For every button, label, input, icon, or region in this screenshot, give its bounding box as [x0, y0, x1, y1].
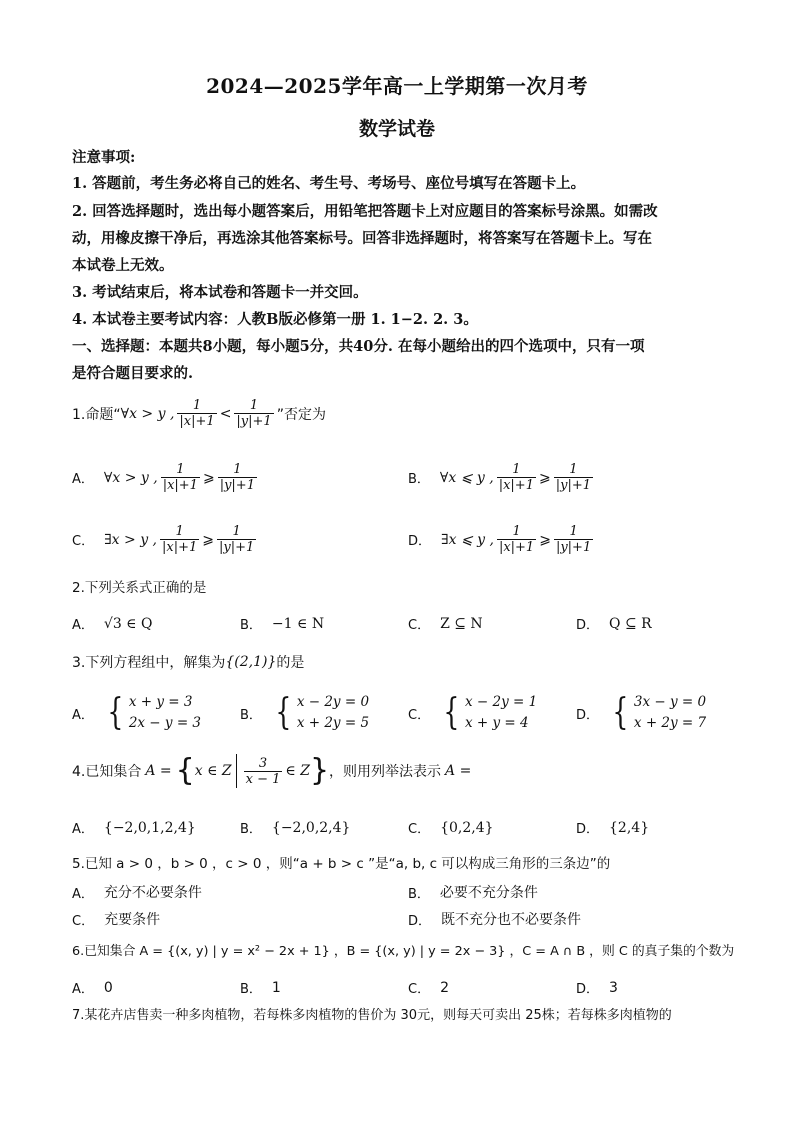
q3-option-c-system — [440, 692, 537, 734]
q6-option-c-label: C． — [408, 982, 431, 997]
q5-option-b[interactable] — [408, 882, 538, 902]
q1-a-num-x: 1 — [176, 462, 185, 477]
q3-option-b[interactable] — [240, 692, 369, 734]
q3-option-b-label: B． — [240, 707, 262, 723]
q4-option-a[interactable] — [72, 818, 196, 837]
brace-icon: { — [107, 692, 124, 733]
q3-option-a[interactable] — [72, 692, 201, 734]
q6-option-b[interactable] — [240, 978, 281, 997]
q3-d-eq1: 3x − y = 0 — [633, 694, 707, 710]
q3-option-a-label: A． — [72, 707, 94, 723]
q4-option-c[interactable] — [408, 818, 494, 837]
q1-option-d-frac-x — [497, 524, 536, 555]
q6-option-c-text: 2 — [440, 979, 449, 996]
q3-prefix: 3.下列方程组中，解集为 — [72, 655, 226, 671]
q1-d-den-x: |x|+1 — [498, 540, 535, 555]
question-2-stem: 2.下列关系式正确的是 — [72, 580, 207, 596]
q1-option-c[interactable] — [72, 524, 259, 555]
q1-lt: < — [219, 405, 232, 422]
q3-b-eq1: x − 2y = 0 — [296, 694, 370, 710]
q1-d-num-y: 1 — [569, 524, 578, 539]
q2-option-b-label: B． — [240, 618, 262, 633]
q1-option-b-rel: ⩾ — [538, 469, 551, 486]
q1-frac-y — [234, 398, 273, 429]
q1-condition: ∀x > y , — [120, 405, 175, 422]
q2-option-c-label: C． — [408, 618, 431, 633]
q1-option-b-frac-x — [497, 462, 536, 493]
q4-prefix: 4.已知集合 — [72, 764, 142, 780]
q5-option-d-text: 既不充分也不必要条件 — [441, 912, 582, 928]
q5-option-a[interactable] — [72, 882, 202, 902]
q1-c-num-x: 1 — [175, 524, 184, 539]
q3-a-eq1: x + y = 3 — [128, 694, 193, 710]
q4-option-b[interactable] — [240, 818, 350, 837]
q4-tail: A = — [445, 763, 472, 779]
q6-option-d[interactable] — [576, 978, 618, 997]
q5-option-c-label: C． — [72, 913, 95, 929]
q3-option-d[interactable] — [576, 692, 706, 734]
q1-b-num-x: 1 — [512, 462, 521, 477]
q1-suffix: ”否定为 — [276, 406, 326, 423]
q1-a-num-y: 1 — [233, 462, 242, 477]
question-1-stem — [72, 398, 326, 429]
q1-option-c-frac-x — [160, 524, 199, 555]
q1-frac-y-num: 1 — [249, 398, 259, 413]
q4-option-a-label: A． — [72, 822, 94, 837]
q1-option-a-rel: ⩾ — [202, 469, 215, 486]
q1-option-b-label: B． — [408, 472, 430, 487]
q1-option-a-label: A． — [72, 472, 94, 487]
question-7-stem: 7.某花卉店售卖一种多肉植物，若每株多肉植物的售价为 30元，则每天可卖出 25株；若每株多肉植物的 — [72, 1008, 672, 1023]
q1-c-num-y: 1 — [232, 524, 241, 539]
q1-option-a-frac-y — [218, 462, 257, 493]
q2-option-c-text: Z ⊆ N — [440, 615, 483, 632]
notes-item-2: 2. 回答选择题时，选出每小题答案后，用铅笔把答题卡上对应题目的答案标号涂黑。如需改 — [72, 203, 658, 220]
q1-option-d-quant: ∃x ⩽ y , — [441, 531, 494, 548]
q1-d-den-y: |y|+1 — [555, 540, 592, 555]
q6-option-c[interactable] — [408, 978, 449, 997]
q6-option-b-label: B． — [240, 982, 262, 997]
q3-b-eq2: x + 2y = 5 — [296, 715, 370, 731]
q1-frac-x-den: |x|+1 — [179, 414, 215, 429]
q1-d-num-x: 1 — [512, 524, 521, 539]
notes-item-2-end: 本试卷上无效。 — [72, 257, 174, 274]
q1-option-c-quant: ∃x > y , — [104, 531, 158, 548]
q3-suffix: 的是 — [276, 655, 305, 671]
q1-frac-y-den: |y|+1 — [236, 414, 272, 429]
q6-option-b-text: 1 — [271, 979, 281, 996]
question-4-stem — [72, 754, 471, 788]
q1-a-den-y: |y|+1 — [219, 478, 255, 493]
q1-b-num-y: 1 — [569, 462, 578, 477]
q1-option-b-quant: ∀x ⩽ y , — [439, 469, 494, 486]
q1-b-den-y: |y|+1 — [555, 478, 591, 493]
q1-prefix: 1.命题“ — [72, 406, 121, 423]
q1-b-den-x: |x|+1 — [498, 478, 534, 493]
q4-frac-num: 3 — [258, 755, 268, 771]
q2-option-c[interactable] — [408, 614, 483, 633]
q2-option-d-text: Q ⊆ R — [609, 615, 652, 632]
left-brace-icon: { — [175, 753, 195, 788]
q3-c-eq2: x + y = 4 — [464, 715, 529, 731]
q4-option-b-label: B． — [240, 822, 262, 837]
q5-option-c[interactable] — [72, 909, 160, 929]
q6-option-a-label: A． — [72, 982, 94, 997]
q3-option-b-system — [272, 692, 369, 734]
q6-option-a-text: 0 — [103, 979, 113, 996]
notes-item-4: 4. 本试卷主要考试内容：人教B版必修第一册 1. 1−2. 2. 3。 — [72, 311, 478, 328]
q1-option-a-frac-x — [161, 462, 200, 493]
q2-option-b[interactable] — [240, 614, 324, 633]
q1-option-d[interactable] — [408, 524, 596, 555]
q1-option-d-label: D． — [408, 534, 432, 549]
q2-option-b-text: −1 ∈ N — [271, 615, 325, 632]
set-divider — [236, 754, 237, 788]
q5-option-b-label: B． — [408, 886, 430, 902]
q3-a-eq2: 2x − y = 3 — [128, 715, 202, 731]
brace-icon: { — [612, 692, 629, 733]
notes-heading: 注意事项: — [72, 149, 136, 166]
section-heading-line1: 一、选择题：本题共8小题，每小题5分，共40分. 在每小题给出的四个选项中，只有一项 — [72, 338, 645, 355]
q1-option-c-rel: ⩾ — [202, 531, 215, 548]
q3-c-eq1: x − 2y = 1 — [464, 694, 538, 710]
q5-option-b-text: 必要不充分条件 — [439, 885, 538, 901]
q4-set-elem: x ∈ Z — [194, 763, 232, 779]
q1-frac-x — [177, 398, 216, 429]
q1-c-den-x: |x|+1 — [162, 540, 198, 555]
exam-title: 2024—2025学年高一上学期第一次月考 — [206, 74, 588, 98]
q4-set-lhs: A = — [145, 763, 172, 779]
q1-option-c-frac-y — [217, 524, 256, 555]
q2-option-d[interactable] — [576, 614, 652, 633]
q3-option-a-system — [104, 692, 201, 734]
q2-option-a[interactable] — [72, 614, 152, 633]
q4-frac-den: x − 1 — [245, 771, 281, 787]
q1-option-a[interactable] — [72, 462, 260, 493]
q5-option-a-label: A． — [72, 886, 94, 902]
q1-option-a-quant: ∀x > y , — [103, 469, 158, 486]
q3-option-c[interactable] — [408, 692, 537, 734]
q1-a-den-x: |x|+1 — [162, 478, 198, 493]
q4-option-c-text: {0,2,4} — [440, 819, 494, 836]
section-heading-line2: 是符合题目要求的. — [72, 365, 194, 382]
q3-option-d-label: D． — [576, 707, 600, 723]
q4-option-d-text: {2,4} — [609, 819, 650, 836]
q5-option-d[interactable] — [408, 909, 581, 929]
question-6-stem: 6.已知集合 A = {(x, y) | y = x² − 2x + 1} ，B = {(x, y) | y = 2x − 3} ，C = A ∩ B ，则 C 的真子集的个数为 — [72, 944, 735, 959]
notes-item-2-cont: 动，用橡皮擦干净后，再选涂其他答案标号。回答非选择题时，将答案写在答题卡上。写在 — [72, 230, 652, 247]
q6-option-a[interactable] — [72, 978, 113, 997]
q1-option-d-rel: ⩾ — [539, 531, 551, 548]
q3-option-d-system — [609, 692, 706, 734]
q6-option-d-text: 3 — [609, 979, 618, 996]
q4-option-d[interactable] — [576, 818, 649, 837]
q4-set-cond: ∈ Z — [285, 763, 310, 779]
question-3-stem — [72, 652, 304, 672]
q1-frac-x-num: 1 — [192, 398, 202, 413]
q4-frac — [244, 756, 283, 787]
notes-item-3: 3. 考试结束后，将本试卷和答题卡一并交回。 — [72, 284, 368, 301]
q3-d-eq2: x + 2y = 7 — [633, 715, 707, 731]
q1-option-b[interactable] — [408, 462, 596, 493]
q3-option-c-label: C． — [408, 707, 431, 723]
brace-icon: { — [275, 692, 292, 733]
q1-option-c-label: C． — [72, 534, 95, 549]
right-brace-icon: } — [309, 753, 330, 788]
q4-suffix: ，则用列举法表示 — [329, 764, 442, 780]
q4-option-a-text: {−2,0,1,2,4} — [103, 819, 196, 836]
q4-option-d-label: D． — [576, 822, 600, 837]
q3-set: {(2,1)} — [225, 654, 277, 670]
q4-option-c-label: C． — [408, 822, 431, 837]
q4-option-b-text: {−2,0,2,4} — [271, 819, 351, 836]
brace-icon: { — [443, 692, 460, 733]
q1-option-d-frac-y — [554, 524, 593, 555]
q5-option-a-text: 充分不必要条件 — [103, 885, 202, 901]
q2-option-a-label: A． — [72, 618, 94, 633]
q2-option-a-text: √3 ∈ Q — [103, 615, 153, 632]
q2-option-d-label: D． — [576, 618, 600, 633]
q5-option-c-text: 充要条件 — [104, 912, 161, 928]
q1-option-b-frac-y — [554, 462, 593, 493]
q6-option-d-label: D． — [576, 982, 600, 997]
exam-subtitle: 数学试卷 — [358, 118, 435, 140]
q5-option-d-label: D． — [408, 913, 432, 929]
q1-c-den-y: |y|+1 — [219, 540, 255, 555]
question-5-stem: 5.已知 a > 0 ，b > 0 ，c > 0 ，则“a + b > c ”是“a, b, c 可以构成三角形的三条边”的 — [72, 856, 611, 872]
notes-item-1: 1. 答题前，考生务必将自己的姓名、考生号、考场号、座位号填写在答题卡上。 — [72, 175, 586, 192]
